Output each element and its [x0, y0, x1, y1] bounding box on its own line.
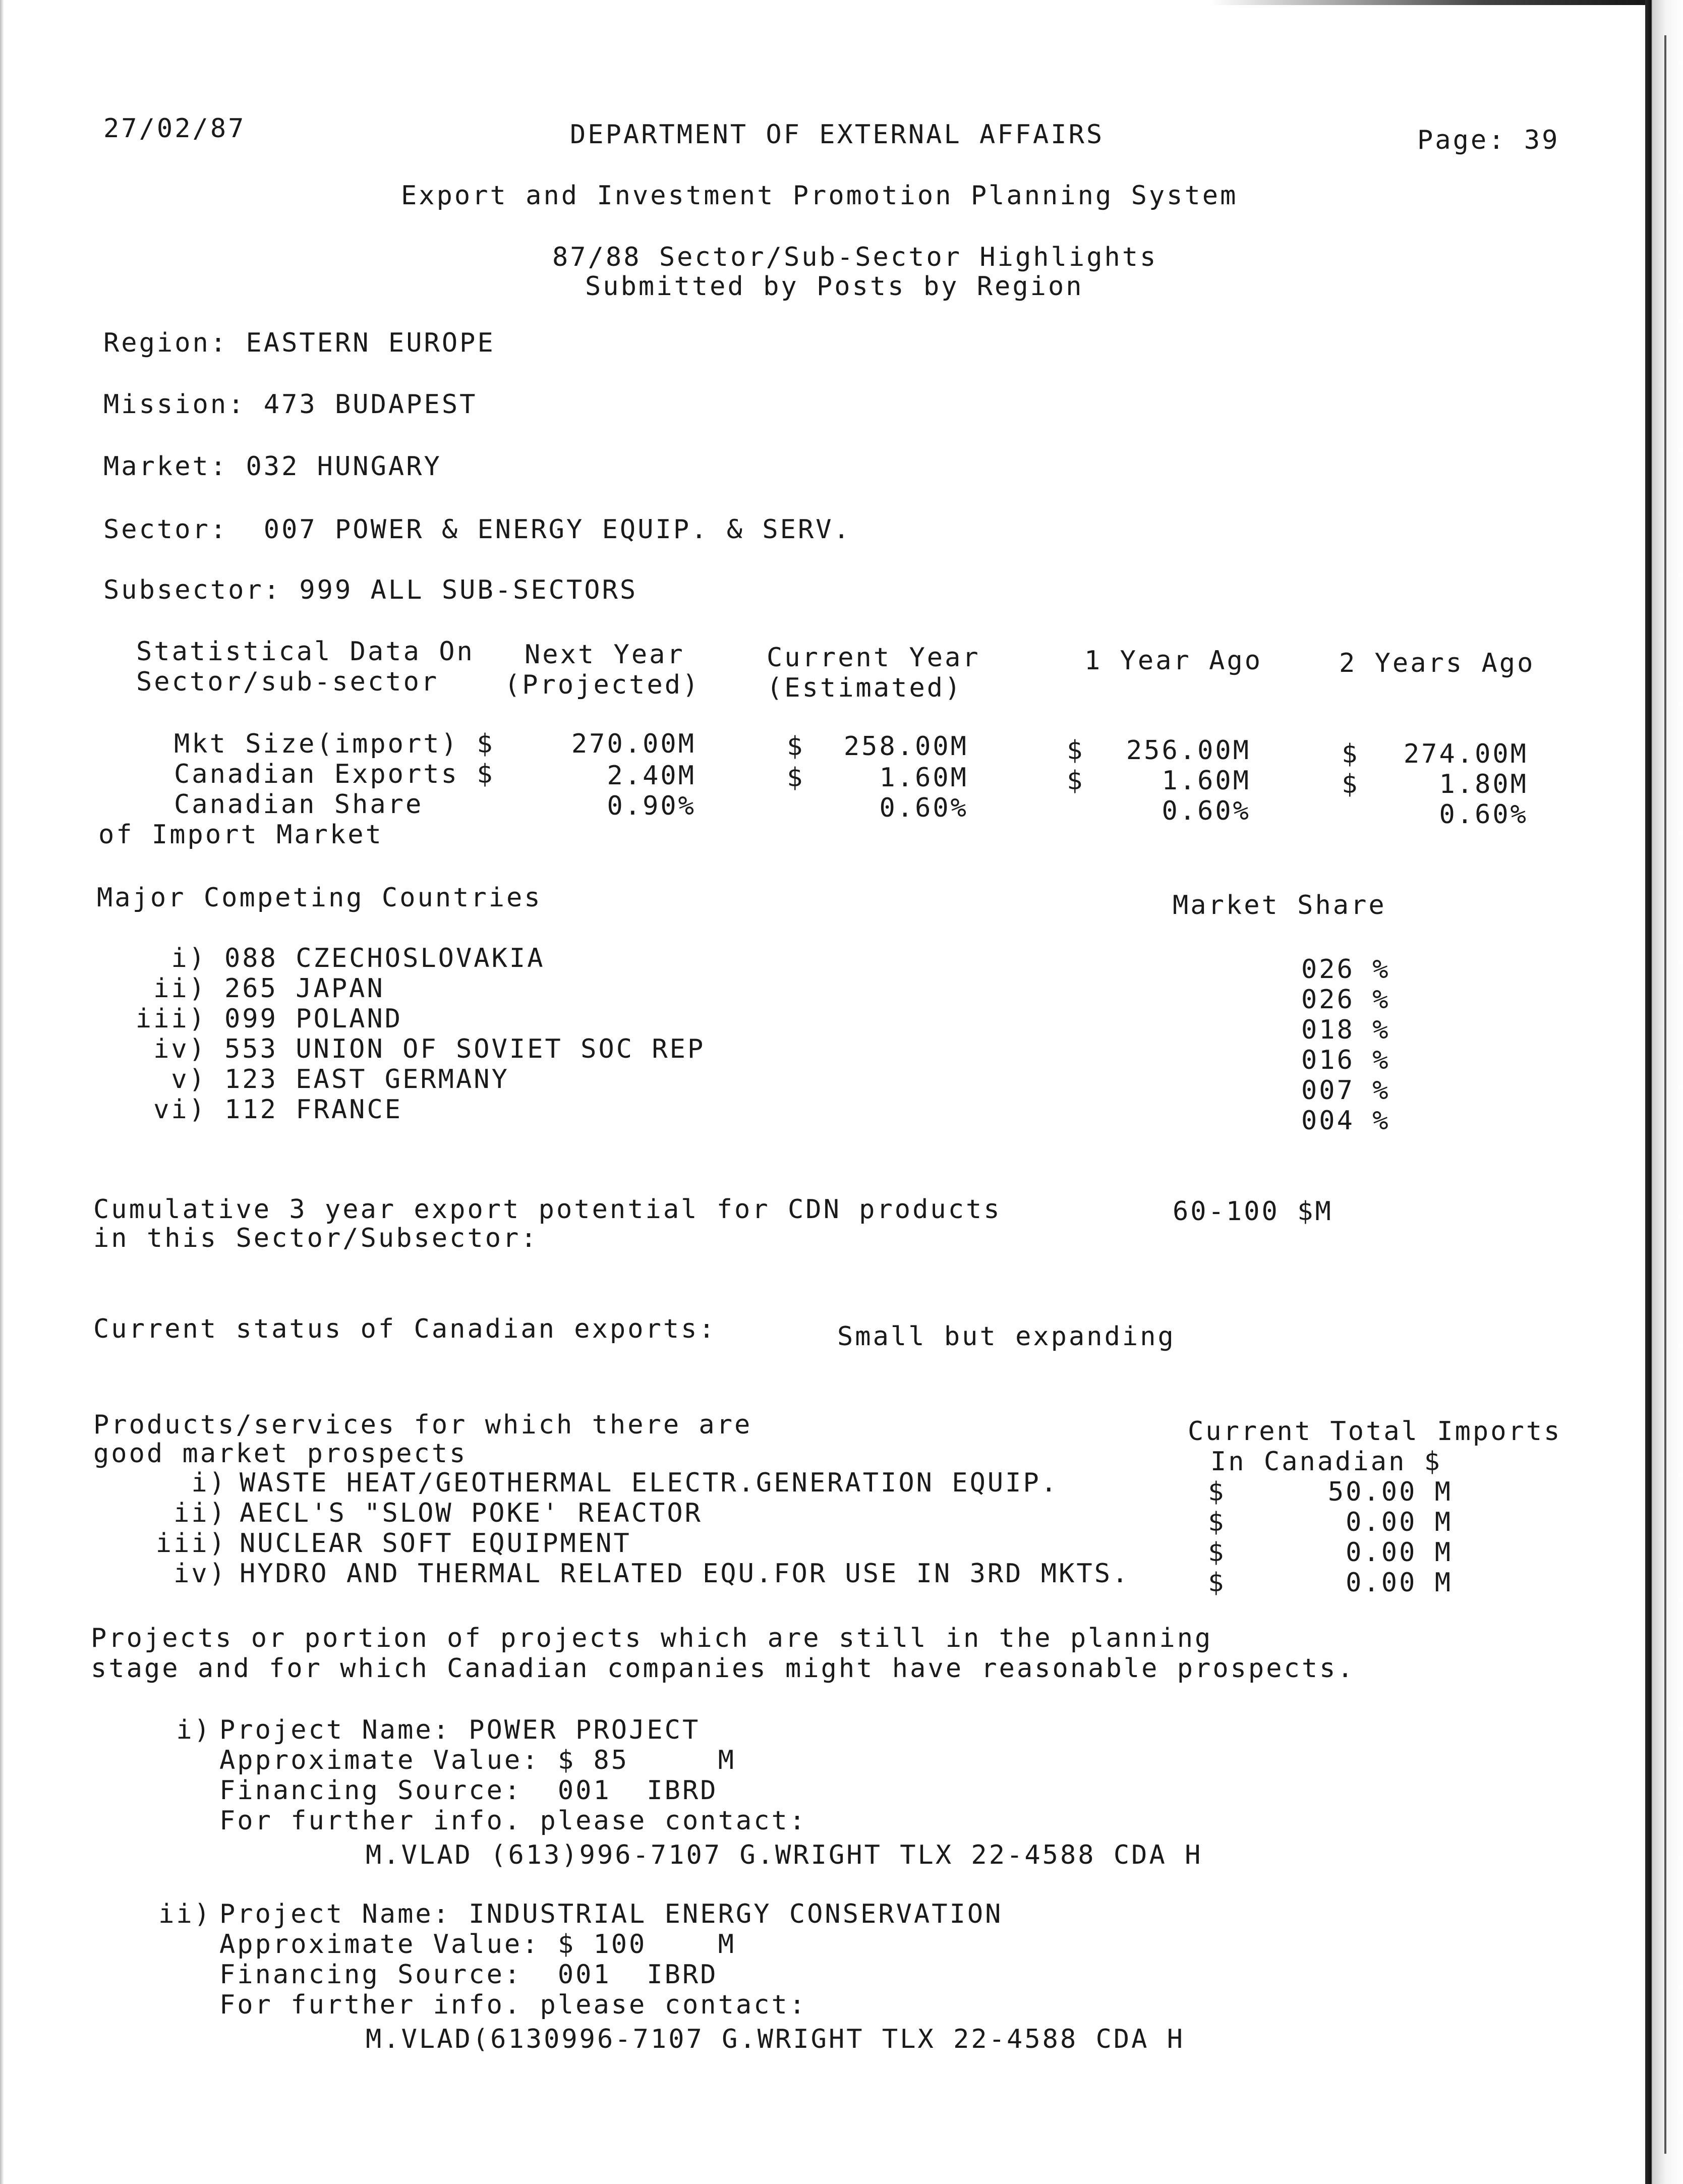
competitor-name: 099 POLAND: [224, 1004, 403, 1034]
projects-intro-line1: Projects or portion of projects which are still in the planning: [91, 1623, 1213, 1653]
project-contact-label: For further info. please contact:: [219, 1806, 807, 1836]
product-index: ii): [173, 1498, 227, 1528]
competitor-index: i): [171, 943, 207, 973]
competitor-name: 265 JAPAN: [224, 973, 385, 1004]
product-currency: $: [1208, 1477, 1226, 1507]
stats-value: 0.90%: [607, 791, 696, 821]
subsector-line: Subsector: 999 ALL SUB-SECTORS: [103, 575, 638, 605]
stats-value: 0.60%: [1162, 796, 1251, 826]
project-index: i): [176, 1715, 212, 1745]
stats-value: 256.00M: [1126, 735, 1251, 766]
stats-currency: $: [1067, 766, 1085, 796]
stats-value: 0.60%: [879, 793, 968, 823]
page-number: Page: 39: [1417, 125, 1560, 155]
stats-value: 1.80M: [1439, 769, 1528, 799]
system-name: Export and Investment Promotion Planning System: [401, 181, 1238, 211]
stats-col-next-year-sub: (Projected): [504, 670, 701, 700]
stats-value: 274.00M: [1403, 739, 1528, 769]
report-title: 87/88 Sector/Sub-Sector Highlights: [552, 242, 1158, 272]
project-value: Approximate Value: $ 100 M: [219, 1929, 736, 1960]
market-line: Market: 032 HUNGARY: [103, 451, 442, 482]
project-value: Approximate Value: $ 85 M: [219, 1745, 736, 1775]
product-currency: $: [1208, 1537, 1226, 1568]
stats-currency: $: [1342, 769, 1360, 799]
stats-label-line1: Statistical Data On: [136, 637, 475, 667]
competitor-share: 018 %: [1301, 1015, 1390, 1045]
product-index: iv): [173, 1559, 227, 1589]
stats-value: 1.60M: [1162, 766, 1251, 796]
stats-currency: $: [787, 731, 805, 762]
products-heading-line1: Products/services for which there are: [93, 1410, 752, 1440]
products-heading-line2: good market prospects: [93, 1439, 468, 1469]
competitors-heading: Major Competing Countries: [97, 883, 542, 913]
stats-col-1-year-ago: 1 Year Ago: [1084, 646, 1263, 676]
product-currency: $: [1208, 1507, 1226, 1537]
project-name: Project Name: POWER PROJECT: [219, 1715, 701, 1745]
stats-row-label: Canadian Share: [174, 789, 424, 820]
product-index: i): [191, 1468, 227, 1498]
sector-line: Sector: 007 POWER & ENERGY EQUIP. & SERV.: [103, 514, 851, 545]
competitor-index: iii): [135, 1004, 207, 1034]
product-name: HYDRO AND THERMAL RELATED EQU.FOR USE IN 3RD MKTS.: [240, 1559, 1130, 1589]
stats-row-label: Canadian Exports $: [174, 759, 495, 789]
stats-currency: $: [1342, 739, 1360, 769]
product-imports-value: 50.00 M: [1327, 1477, 1453, 1507]
project-name: Project Name: INDUSTRIAL ENERGY CONSERVATION: [219, 1899, 1003, 1929]
stats-row-note: of Import Market: [98, 820, 383, 850]
scan-right-line: [1664, 35, 1666, 2154]
stats-col-next-year: Next Year: [525, 640, 685, 670]
competitor-share: 026 %: [1301, 954, 1390, 985]
imports-heading-line1: Current Total Imports: [1188, 1416, 1562, 1447]
project-contact-label: For further info. please contact:: [219, 1990, 807, 2020]
report-date: 27/02/87: [103, 113, 246, 144]
competitor-index: ii): [153, 973, 207, 1004]
stats-row-label: Mkt Size(import) $: [174, 729, 495, 759]
project-financing: Financing Source: 001 IBRD: [219, 1775, 718, 1806]
competitor-share: 007 %: [1301, 1075, 1390, 1106]
product-name: NUCLEAR SOFT EQUIPMENT: [240, 1528, 631, 1559]
product-index: iii): [155, 1528, 227, 1559]
project-financing: Financing Source: 001 IBRD: [219, 1960, 718, 1990]
potential-line1: Cumulative 3 year export potential for CDN products: [93, 1194, 1002, 1225]
project-index: ii): [158, 1899, 212, 1929]
project-contact: M.VLAD(6130996-7107 G.WRIGHT TLX 22-4588 CDA H: [366, 2024, 1185, 2054]
product-imports-value: 0.00 M: [1346, 1507, 1453, 1537]
stats-col-current-year: Current Year: [767, 643, 980, 673]
report-subtitle: Submitted by Posts by Region: [585, 271, 1084, 302]
competitor-name: 112 FRANCE: [224, 1095, 403, 1125]
stats-value: 258.00M: [843, 731, 968, 762]
market-share-heading: Market Share: [1173, 890, 1386, 921]
product-imports-value: 0.00 M: [1346, 1537, 1453, 1568]
product-name: WASTE HEAT/GEOTHERMAL ELECTR.GENERATION EQUIP.: [240, 1468, 1059, 1498]
project-contact: M.VLAD (613)996-7107 G.WRIGHT TLX 22-4588 CDA H: [366, 1840, 1203, 1870]
stats-value: 270.00M: [571, 729, 696, 759]
stats-currency: $: [787, 763, 805, 793]
stats-value: 2.40M: [607, 761, 696, 791]
scan-top-edge: [1210, 0, 1664, 5]
potential-line2: in this Sector/Subsector:: [93, 1223, 539, 1253]
stats-label-line2: Sector/sub-sector: [136, 667, 439, 697]
region-line: Region: EASTERN EUROPE: [103, 328, 495, 358]
competitor-name: 088 CZECHOSLOVAKIA: [224, 943, 545, 973]
competitor-index: iv): [153, 1034, 207, 1064]
competitor-share: 016 %: [1301, 1045, 1390, 1075]
stats-currency: $: [1067, 735, 1085, 766]
product-name: AECL'S "SLOW POKE' REACTOR: [240, 1498, 703, 1528]
competitor-name: 553 UNION OF SOVIET SOC REP: [224, 1034, 706, 1064]
stats-col-current-year-sub: (Estimated): [767, 673, 963, 703]
mission-line: Mission: 473 BUDAPEST: [103, 389, 478, 420]
potential-value: 60-100 $M: [1173, 1196, 1333, 1227]
competitor-name: 123 EAST GERMANY: [224, 1064, 509, 1095]
department-name: DEPARTMENT OF EXTERNAL AFFAIRS: [570, 120, 1105, 150]
competitor-share: 004 %: [1301, 1106, 1390, 1136]
stats-col-2-years-ago: 2 Years Ago: [1339, 648, 1535, 678]
competitor-share: 026 %: [1301, 985, 1390, 1015]
product-currency: $: [1208, 1568, 1226, 1598]
projects-intro-line2: stage and for which Canadian companies might have reasonable prospects.: [91, 1653, 1355, 1684]
competitor-index: v): [171, 1064, 207, 1095]
stats-value: 0.60%: [1439, 799, 1528, 830]
imports-heading-line2: In Canadian $: [1210, 1447, 1442, 1477]
competitor-index: vi): [153, 1095, 207, 1125]
scan-left-edge: [0, 0, 4, 2184]
status-label: Current status of Canadian exports:: [93, 1314, 717, 1344]
product-imports-value: 0.00 M: [1346, 1568, 1453, 1598]
status-value: Small but expanding: [837, 1321, 1176, 1352]
stats-value: 1.60M: [879, 763, 968, 793]
